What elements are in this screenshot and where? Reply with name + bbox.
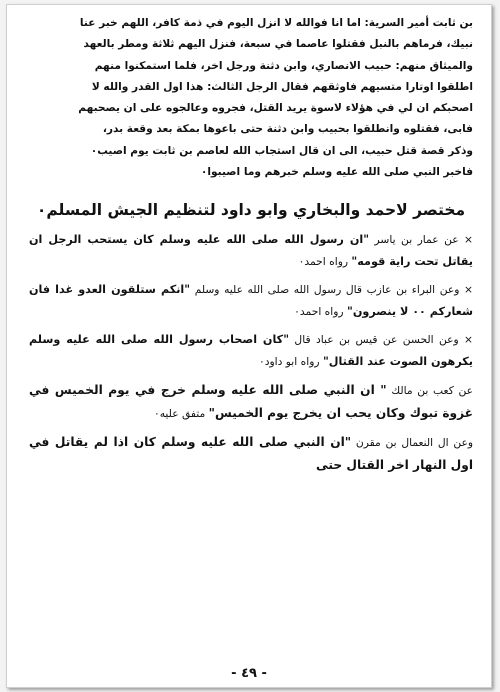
hadith-quote: "ان رسول الله صلى الله عليه وسلم كان يستحب الرجل ان يقاتل تحت راية قومه" [29, 233, 473, 269]
intro-line: وذكر قصة قتل حبيب، الى ان قال استجاب الله لعاصم بن ثابت يوم اصيب٠ [90, 144, 473, 157]
hadith-paragraph [29, 379, 473, 425]
document-page [6, 4, 492, 688]
hadith-intro: × وعن البراء بن عازب قال رسول الله صلى الله عليه وسلم [190, 283, 473, 297]
hadith-source: متفق عليه٠ [153, 407, 209, 421]
hadith-quote: "انكم ستلقون العدو غدا فان شعاركم ٠٠ لا ينصرون" [29, 283, 473, 319]
intro-line: نبيك، فرماهم بالنبل فقتلوا عاصما في سبعة، فنزل اليهم ثلاثة ومطر بالعهد [83, 38, 473, 51]
hadith-intro: عن كعب بن مالك [386, 384, 473, 398]
hadith-source: رواه ابو داود٠ [258, 355, 323, 369]
intro-paragraph [29, 13, 473, 183]
hadith-quote: "كان اصحاب رسول الله صلى الله عليه وسلم يكرهون الصوت عند القتال" [29, 333, 473, 369]
hadith-paragraph [29, 229, 473, 273]
page-content [29, 13, 473, 477]
hadith-quote: "ان النبي صلى الله عليه وسلم كان اذا لم يقاتل في اول النهار اخر القتال حتى [29, 435, 473, 473]
hadith-intro: × وعن الحسن عن قيس بن عباد قال [289, 333, 473, 347]
section-heading: مختصر لاحمد والبخاري وابو داود لتنظيم الجيش المسلم٠ [36, 201, 466, 220]
intro-line: اصحبكم ان لي في هؤلاء لاسوة يريد القتل، فجروه وعالجوه على ان يصحبهم [78, 102, 473, 115]
hadith-intro: × عن عمار بن ياسر [369, 233, 473, 247]
hadith-intro: وعن ال النعمال بن مقرن [351, 436, 473, 450]
hadith-source: رواه احمد٠ [298, 255, 352, 269]
intro-line: اطلقوا اوتارا متسيهم فاوثقهم فقال الرجل الثالث: هذا اول القدر والله لا [91, 80, 473, 93]
hadith-source: رواه احمد٠ [294, 305, 347, 319]
hadith-paragraph [29, 279, 473, 323]
hadith-paragraph [29, 329, 473, 373]
page-number: - ٤٩ - [231, 666, 267, 681]
hadith-quote: " ان النبي صلى الله عليه وسلم خرج في يوم الخميس في غزوة تبوك وكان يحب ان يخرج يوم الخميس" [29, 383, 473, 421]
intro-line: بن ثابت أمير السرية: اما انا فوالله لا انزل اليوم في ذمة كافر، اللهم خبر عنا [79, 17, 473, 29]
hadith-paragraph [29, 431, 473, 477]
intro-line: والميثاق منهم: حبيب الانصاري، وابن دثنة ورجل اخر، فلما استمكنوا منهم [94, 59, 473, 72]
intro-line: فاخبر النبي صلى الله عليه وسلم خبرهم وما اصيبوا٠ [200, 166, 473, 179]
intro-line: فابى، فقتلوه وانطلقوا بحبيب وابن دثنة حتى باعوها بمكة بعد وقعة بدر، [102, 123, 473, 136]
